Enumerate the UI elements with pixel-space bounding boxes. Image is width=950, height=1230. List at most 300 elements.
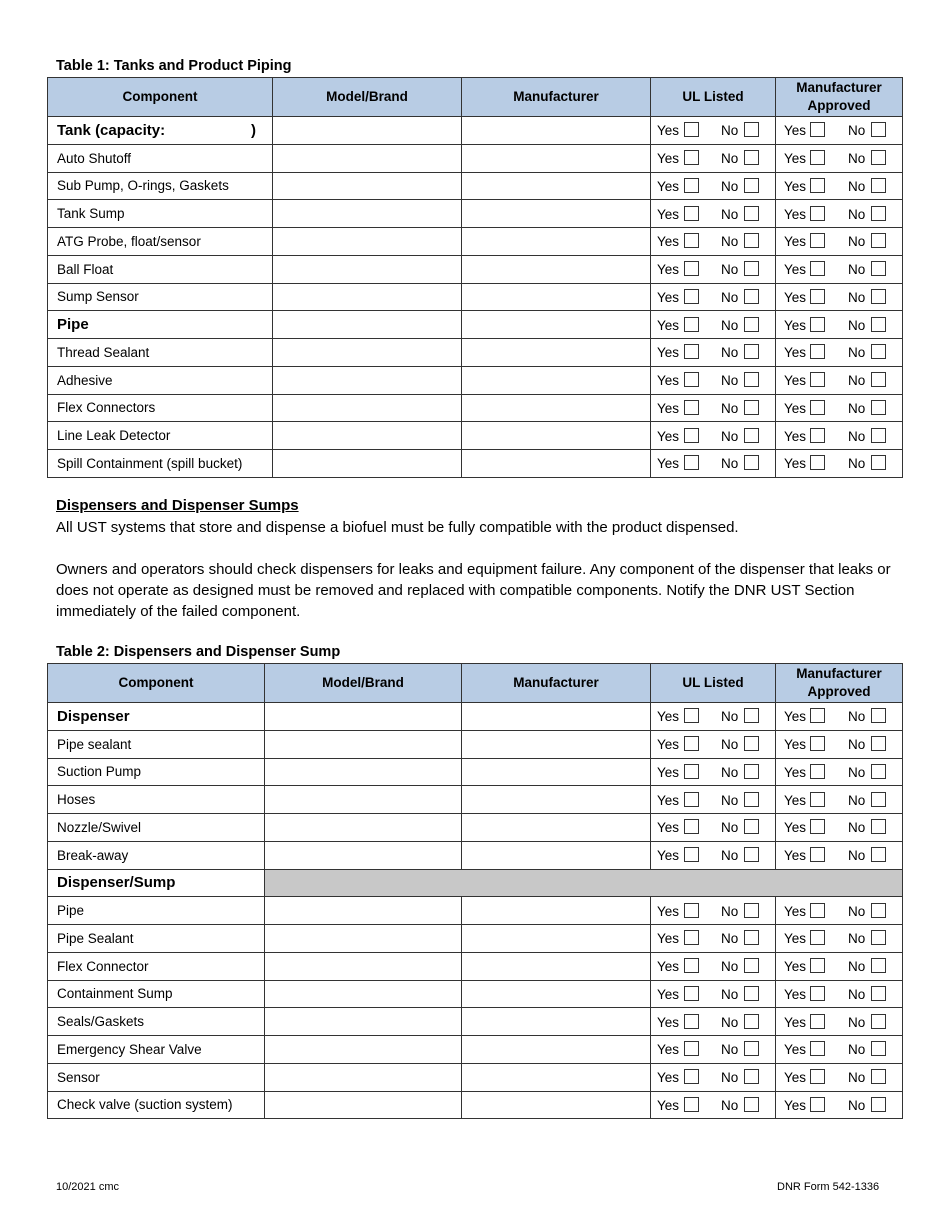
- no-label: No: [721, 792, 739, 808]
- manufacturer-approved-yes-no: [776, 423, 902, 449]
- manufacturer-input[interactable]: [462, 117, 651, 145]
- component-label: Check valve (suction system): [57, 1097, 233, 1113]
- model-brand-input[interactable]: [273, 366, 462, 394]
- ul-listed-cell: [651, 255, 776, 283]
- manufacturer-approved-no-checkbox[interactable]: [871, 1041, 886, 1056]
- manufacturer-approved-yes-checkbox[interactable]: [810, 958, 825, 973]
- manufacturer-approved-cell: [776, 703, 903, 731]
- footer-date: 10/2021 cmc: [56, 1181, 119, 1193]
- manufacturer-approved-no-checkbox[interactable]: [871, 986, 886, 1001]
- manufacturer-input[interactable]: [462, 786, 651, 814]
- ul-listed-yes-no: [651, 1064, 775, 1090]
- ul-listed-no-checkbox[interactable]: [744, 986, 759, 1001]
- manufacturer-approved-cell: [776, 952, 903, 980]
- header-model-brand: Model/Brand: [265, 664, 462, 703]
- ul-listed-yes-checkbox[interactable]: [684, 261, 699, 276]
- footer-form-number: DNR Form 542-1336: [777, 1181, 880, 1193]
- ul-listed-yes-checkbox[interactable]: [684, 150, 699, 165]
- manufacturer-approved-yes-no: [776, 925, 902, 951]
- ul-listed-yes-no: [651, 731, 775, 757]
- yes-label: Yes: [784, 1042, 807, 1058]
- table-row: [48, 200, 903, 228]
- model-brand-input[interactable]: [265, 814, 462, 842]
- ul-listed-yes-no: [651, 367, 775, 393]
- manufacturer-approved-cell: [776, 1008, 903, 1036]
- ul-listed-no-checkbox[interactable]: [744, 400, 759, 415]
- component-line-leak-detector: [48, 422, 273, 450]
- model-brand-input[interactable]: [265, 980, 462, 1008]
- manufacturer-approved-no-checkbox[interactable]: [871, 455, 886, 470]
- manufacturer-input[interactable]: [462, 311, 651, 339]
- no-label: No: [848, 737, 866, 753]
- no-label: No: [848, 931, 866, 947]
- manufacturer-approved-yes-checkbox[interactable]: [810, 372, 825, 387]
- manufacturer-input[interactable]: [462, 255, 651, 283]
- ul-listed-no-checkbox[interactable]: [744, 1069, 759, 1084]
- ul-listed-no-checkbox[interactable]: [744, 903, 759, 918]
- no-label: No: [848, 820, 866, 836]
- table-row: [48, 841, 903, 869]
- ul-listed-yes-no: [651, 1009, 775, 1035]
- manufacturer-approved-yes-checkbox[interactable]: [810, 708, 825, 723]
- component-spill-containment-spill-bucket: [48, 450, 273, 478]
- yes-label: Yes: [657, 764, 680, 780]
- table-row: [48, 339, 903, 367]
- no-label: No: [848, 709, 866, 725]
- ul-listed-yes-no: [651, 395, 775, 421]
- ul-listed-cell: [651, 200, 776, 228]
- manufacturer-approved-yes-no: [776, 759, 902, 785]
- ul-listed-yes-no: [651, 981, 775, 1007]
- manufacturer-input[interactable]: [462, 283, 651, 311]
- ul-listed-yes-checkbox[interactable]: [684, 317, 699, 332]
- manufacturer-approved-yes-no: [776, 1009, 902, 1035]
- manufacturer-approved-no-checkbox[interactable]: [871, 1014, 886, 1029]
- ul-listed-cell: [651, 814, 776, 842]
- ul-listed-yes-checkbox[interactable]: [684, 206, 699, 221]
- manufacturer-input[interactable]: [462, 841, 651, 869]
- ul-listed-yes-no: [651, 423, 775, 449]
- yes-label: Yes: [784, 959, 807, 975]
- model-brand-input[interactable]: [273, 311, 462, 339]
- manufacturer-input[interactable]: [462, 144, 651, 172]
- ul-listed-no-checkbox[interactable]: [744, 455, 759, 470]
- table-row: [48, 786, 903, 814]
- yes-label: Yes: [657, 820, 680, 836]
- ul-listed-no-checkbox[interactable]: [744, 1014, 759, 1029]
- manufacturer-approved-yes-checkbox[interactable]: [810, 455, 825, 470]
- manufacturer-input[interactable]: [462, 450, 651, 478]
- ul-listed-yes-checkbox[interactable]: [684, 1069, 699, 1084]
- ul-listed-yes-no: [651, 117, 775, 143]
- ul-listed-no-checkbox[interactable]: [744, 289, 759, 304]
- ul-listed-yes-checkbox[interactable]: [684, 122, 699, 137]
- model-brand-input[interactable]: [273, 422, 462, 450]
- manufacturer-approved-yes-checkbox[interactable]: [810, 819, 825, 834]
- manufacturer-approved-no-checkbox[interactable]: [871, 819, 886, 834]
- yes-label: Yes: [657, 1014, 680, 1030]
- manufacturer-input[interactable]: [462, 980, 651, 1008]
- manufacturer-approved-yes-checkbox[interactable]: [810, 428, 825, 443]
- manufacturer-input[interactable]: [462, 952, 651, 980]
- manufacturer-approved-no-checkbox[interactable]: [871, 958, 886, 973]
- manufacturer-approved-no-checkbox[interactable]: [871, 930, 886, 945]
- ul-listed-yes-checkbox[interactable]: [684, 819, 699, 834]
- ul-listed-yes-no: [651, 450, 775, 476]
- ul-listed-yes-checkbox[interactable]: [684, 455, 699, 470]
- model-brand-input[interactable]: [273, 172, 462, 200]
- ul-listed-no-checkbox[interactable]: [744, 428, 759, 443]
- manufacturer-approved-cell: [776, 897, 903, 925]
- component-dispenser-sump: [48, 869, 265, 897]
- ul-listed-yes-checkbox[interactable]: [684, 903, 699, 918]
- ul-listed-yes-checkbox[interactable]: [684, 847, 699, 862]
- component-label: Flex Connectors: [57, 400, 156, 416]
- manufacturer-input[interactable]: [462, 925, 651, 953]
- component-label: Tank Sump: [57, 206, 125, 222]
- ul-listed-yes-checkbox[interactable]: [684, 400, 699, 415]
- no-label: No: [721, 400, 739, 416]
- ul-listed-yes-no: [651, 1092, 775, 1118]
- no-label: No: [848, 456, 866, 472]
- manufacturer-approved-yes-checkbox[interactable]: [810, 847, 825, 862]
- ul-listed-no-checkbox[interactable]: [744, 150, 759, 165]
- component-label: Pipe sealant: [57, 736, 132, 752]
- manufacturer-approved-yes-checkbox[interactable]: [810, 400, 825, 415]
- manufacturer-approved-yes-no: [776, 981, 902, 1007]
- component-label: Sub Pump, O-rings, Gaskets: [57, 178, 229, 194]
- model-brand-input[interactable]: [265, 952, 462, 980]
- manufacturer-approved-cell: [776, 730, 903, 758]
- model-brand-input[interactable]: [273, 200, 462, 228]
- manufacturer-approved-cell: [776, 394, 903, 422]
- component-label: ATG Probe, float/sensor: [57, 233, 201, 249]
- manufacturer-input[interactable]: [462, 422, 651, 450]
- no-label: No: [848, 1014, 866, 1030]
- yes-label: Yes: [784, 178, 807, 194]
- component-label: Sump Sensor: [57, 289, 139, 305]
- table2-title: Table 2: Dispensers and Dispenser Sump: [56, 644, 341, 660]
- manufacturer-input[interactable]: [462, 730, 651, 758]
- ul-listed-no-checkbox[interactable]: [744, 736, 759, 751]
- component-label: Line Leak Detector: [57, 428, 171, 444]
- ul-listed-no-checkbox[interactable]: [744, 1097, 759, 1112]
- yes-label: Yes: [784, 737, 807, 753]
- manufacturer-input[interactable]: [462, 339, 651, 367]
- yes-label: Yes: [784, 709, 807, 725]
- ul-listed-no-checkbox[interactable]: [744, 847, 759, 862]
- ul-listed-yes-checkbox[interactable]: [684, 344, 699, 359]
- manufacturer-approved-no-checkbox[interactable]: [871, 122, 886, 137]
- manufacturer-approved-no-checkbox[interactable]: [871, 428, 886, 443]
- manufacturer-approved-yes-checkbox[interactable]: [810, 986, 825, 1001]
- yes-label: Yes: [657, 206, 680, 222]
- model-brand-input[interactable]: [265, 897, 462, 925]
- manufacturer-input[interactable]: [462, 394, 651, 422]
- ul-listed-yes-checkbox[interactable]: [684, 1097, 699, 1112]
- table-row: [48, 255, 903, 283]
- manufacturer-input[interactable]: [462, 758, 651, 786]
- no-label: No: [721, 709, 739, 725]
- component-sensor: [48, 1063, 265, 1091]
- yes-label: Yes: [657, 959, 680, 975]
- model-brand-input[interactable]: [265, 703, 462, 731]
- model-brand-input[interactable]: [265, 925, 462, 953]
- component-flex-connector: [48, 952, 265, 980]
- ul-listed-no-checkbox[interactable]: [744, 372, 759, 387]
- no-label: No: [848, 151, 866, 167]
- ul-listed-yes-no: [651, 898, 775, 924]
- table-row: [48, 172, 903, 200]
- ul-listed-yes-no: [651, 284, 775, 310]
- table-header-row: [48, 664, 903, 703]
- manufacturer-approved-yes-checkbox[interactable]: [810, 1041, 825, 1056]
- ul-listed-yes-checkbox[interactable]: [684, 233, 699, 248]
- table-row: [48, 814, 903, 842]
- ul-listed-no-checkbox[interactable]: [744, 206, 759, 221]
- ul-listed-yes-no: [651, 173, 775, 199]
- manufacturer-approved-yes-no: [776, 1092, 902, 1118]
- model-brand-input[interactable]: [273, 117, 462, 145]
- component-label: Dispenser: [57, 707, 130, 725]
- no-label: No: [721, 262, 739, 278]
- model-brand-input[interactable]: [273, 283, 462, 311]
- manufacturer-approved-yes-checkbox[interactable]: [810, 122, 825, 137]
- manufacturer-approved-yes-checkbox[interactable]: [810, 1097, 825, 1112]
- ul-listed-no-checkbox[interactable]: [744, 122, 759, 137]
- model-brand-input[interactable]: [273, 255, 462, 283]
- manufacturer-approved-no-checkbox[interactable]: [871, 708, 886, 723]
- component-break-away: [48, 841, 265, 869]
- manufacturer-approved-yes-no: [776, 814, 902, 840]
- model-brand-input[interactable]: [273, 339, 462, 367]
- ul-listed-no-checkbox[interactable]: [744, 930, 759, 945]
- component-label: Break-away: [57, 847, 129, 863]
- capacity-close-paren: ): [251, 122, 256, 139]
- ul-listed-cell: [651, 394, 776, 422]
- manufacturer-approved-yes-checkbox[interactable]: [810, 903, 825, 918]
- model-brand-input[interactable]: [265, 1036, 462, 1064]
- ul-listed-no-checkbox[interactable]: [744, 1041, 759, 1056]
- yes-label: Yes: [657, 151, 680, 167]
- manufacturer-input[interactable]: [462, 897, 651, 925]
- no-label: No: [848, 428, 866, 444]
- ul-listed-no-checkbox[interactable]: [744, 792, 759, 807]
- no-label: No: [848, 848, 866, 864]
- header-manufacturer: Manufacturer: [462, 78, 651, 117]
- component-adhesive: [48, 366, 273, 394]
- ul-listed-yes-checkbox[interactable]: [684, 764, 699, 779]
- model-brand-input[interactable]: [265, 786, 462, 814]
- ul-listed-no-checkbox[interactable]: [744, 708, 759, 723]
- ul-listed-no-checkbox[interactable]: [744, 178, 759, 193]
- ul-listed-cell: [651, 786, 776, 814]
- ul-listed-cell: [651, 1063, 776, 1091]
- ul-listed-no-checkbox[interactable]: [744, 344, 759, 359]
- no-label: No: [721, 456, 739, 472]
- manufacturer-approved-no-checkbox[interactable]: [871, 847, 886, 862]
- ul-listed-no-checkbox[interactable]: [744, 819, 759, 834]
- manufacturer-approved-yes-checkbox[interactable]: [810, 764, 825, 779]
- manufacturer-approved-yes-checkbox[interactable]: [810, 206, 825, 221]
- manufacturer-approved-no-checkbox[interactable]: [871, 764, 886, 779]
- yes-label: Yes: [784, 206, 807, 222]
- manufacturer-input[interactable]: [462, 1063, 651, 1091]
- manufacturer-approved-cell: [776, 450, 903, 478]
- ul-listed-yes-checkbox[interactable]: [684, 930, 699, 945]
- manufacturer-approved-yes-checkbox[interactable]: [810, 1069, 825, 1084]
- manufacturer-approved-yes-checkbox[interactable]: [810, 344, 825, 359]
- table-row: [48, 144, 903, 172]
- model-brand-input[interactable]: [265, 730, 462, 758]
- manufacturer-approved-no-checkbox[interactable]: [871, 178, 886, 193]
- manufacturer-input[interactable]: [462, 1091, 651, 1119]
- component-label: Sensor: [57, 1069, 100, 1085]
- component-auto-shutoff: [48, 144, 273, 172]
- model-brand-input[interactable]: [273, 144, 462, 172]
- manufacturer-input[interactable]: [462, 814, 651, 842]
- ul-listed-yes-checkbox[interactable]: [684, 736, 699, 751]
- yes-label: Yes: [657, 1070, 680, 1086]
- manufacturer-approved-yes-checkbox[interactable]: [810, 736, 825, 751]
- model-brand-input[interactable]: [273, 450, 462, 478]
- manufacturer-input[interactable]: [462, 1036, 651, 1064]
- ul-listed-no-checkbox[interactable]: [744, 958, 759, 973]
- no-label: No: [721, 986, 739, 1002]
- manufacturer-input[interactable]: [462, 366, 651, 394]
- yes-label: Yes: [657, 400, 680, 416]
- header-component: Component: [48, 78, 273, 117]
- ul-listed-yes-checkbox[interactable]: [684, 792, 699, 807]
- ul-listed-cell: [651, 144, 776, 172]
- no-label: No: [721, 820, 739, 836]
- component-label: Nozzle/Swivel: [57, 819, 142, 835]
- manufacturer-input[interactable]: [462, 172, 651, 200]
- model-brand-input[interactable]: [273, 394, 462, 422]
- manufacturer-approved-no-checkbox[interactable]: [871, 903, 886, 918]
- ul-listed-yes-checkbox[interactable]: [684, 1014, 699, 1029]
- manufacturer-approved-yes-no: [776, 284, 902, 310]
- yes-label: Yes: [657, 986, 680, 1002]
- yes-label: Yes: [784, 317, 807, 333]
- manufacturer-approved-yes-checkbox[interactable]: [810, 150, 825, 165]
- ul-listed-yes-no: [651, 925, 775, 951]
- manufacturer-approved-yes-no: [776, 173, 902, 199]
- yes-label: Yes: [784, 400, 807, 416]
- no-label: No: [848, 400, 866, 416]
- manufacturer-approved-no-checkbox[interactable]: [871, 206, 886, 221]
- ul-listed-yes-checkbox[interactable]: [684, 708, 699, 723]
- manufacturer-approved-yes-checkbox[interactable]: [810, 289, 825, 304]
- ul-listed-yes-checkbox[interactable]: [684, 958, 699, 973]
- manufacturer-approved-no-checkbox[interactable]: [871, 289, 886, 304]
- ul-listed-yes-checkbox[interactable]: [684, 1041, 699, 1056]
- manufacturer-input[interactable]: [462, 703, 651, 731]
- model-brand-input[interactable]: [265, 1008, 462, 1036]
- component-label: Thread Sealant: [57, 344, 150, 360]
- table-row: [48, 422, 903, 450]
- no-label: No: [848, 206, 866, 222]
- no-label: No: [721, 317, 739, 333]
- ul-listed-yes-checkbox[interactable]: [684, 986, 699, 1001]
- ul-listed-no-checkbox[interactable]: [744, 317, 759, 332]
- manufacturer-approved-yes-checkbox[interactable]: [810, 930, 825, 945]
- manufacturer-approved-no-checkbox[interactable]: [871, 150, 886, 165]
- no-label: No: [721, 206, 739, 222]
- no-label: No: [721, 737, 739, 753]
- manufacturer-approved-yes-no: [776, 1064, 902, 1090]
- manufacturer-approved-no-checkbox[interactable]: [871, 372, 886, 387]
- yes-label: Yes: [784, 234, 807, 250]
- ul-listed-cell: [651, 117, 776, 145]
- ul-listed-yes-no: [651, 312, 775, 338]
- model-brand-input[interactable]: [273, 228, 462, 256]
- model-brand-input[interactable]: [265, 758, 462, 786]
- manufacturer-approved-no-checkbox[interactable]: [871, 233, 886, 248]
- ul-listed-cell: [651, 1008, 776, 1036]
- ul-listed-yes-checkbox[interactable]: [684, 428, 699, 443]
- ul-listed-yes-checkbox[interactable]: [684, 178, 699, 193]
- no-label: No: [721, 428, 739, 444]
- component-label: Auto Shutoff: [57, 150, 132, 166]
- table-row: [48, 758, 903, 786]
- ul-listed-no-checkbox[interactable]: [744, 764, 759, 779]
- manufacturer-approved-yes-checkbox[interactable]: [810, 233, 825, 248]
- manufacturer-approved-yes-checkbox[interactable]: [810, 261, 825, 276]
- no-label: No: [848, 1070, 866, 1086]
- manufacturer-approved-cell: [776, 200, 903, 228]
- ul-listed-yes-checkbox[interactable]: [684, 289, 699, 304]
- ul-listed-yes-no: [651, 842, 775, 868]
- table-row: [48, 703, 903, 731]
- manufacturer-approved-no-checkbox[interactable]: [871, 736, 886, 751]
- ul-listed-yes-no: [651, 201, 775, 227]
- manufacturer-approved-no-checkbox[interactable]: [871, 792, 886, 807]
- component-atg-probe-float-sensor: [48, 228, 273, 256]
- component-sump-sensor: [48, 283, 273, 311]
- model-brand-input[interactable]: [265, 841, 462, 869]
- manufacturer-approved-yes-checkbox[interactable]: [810, 317, 825, 332]
- manufacturer-input[interactable]: [462, 228, 651, 256]
- manufacturer-approved-yes-no: [776, 256, 902, 282]
- yes-label: Yes: [784, 903, 807, 919]
- manufacturer-approved-yes-no: [776, 339, 902, 365]
- manufacturer-approved-no-checkbox[interactable]: [871, 1097, 886, 1112]
- tanks-piping-table: [47, 77, 903, 478]
- yes-label: Yes: [784, 262, 807, 278]
- manufacturer-approved-no-checkbox[interactable]: [871, 317, 886, 332]
- model-brand-input[interactable]: [265, 1091, 462, 1119]
- manufacturer-approved-yes-checkbox[interactable]: [810, 1014, 825, 1029]
- model-brand-input[interactable]: [265, 1063, 462, 1091]
- manufacturer-approved-no-checkbox[interactable]: [871, 400, 886, 415]
- table-row: [48, 1091, 903, 1119]
- manufacturer-approved-no-checkbox[interactable]: [871, 344, 886, 359]
- manufacturer-input[interactable]: [462, 200, 651, 228]
- ul-listed-no-checkbox[interactable]: [744, 233, 759, 248]
- yes-label: Yes: [784, 1097, 807, 1113]
- manufacturer-approved-yes-checkbox[interactable]: [810, 178, 825, 193]
- ul-listed-no-checkbox[interactable]: [744, 261, 759, 276]
- manufacturer-approved-no-checkbox[interactable]: [871, 1069, 886, 1084]
- manufacturer-approved-yes-checkbox[interactable]: [810, 792, 825, 807]
- ul-listed-cell: [651, 283, 776, 311]
- manufacturer-input[interactable]: [462, 1008, 651, 1036]
- manufacturer-approved-no-checkbox[interactable]: [871, 261, 886, 276]
- yes-label: Yes: [657, 428, 680, 444]
- ul-listed-yes-checkbox[interactable]: [684, 372, 699, 387]
- ul-listed-cell: [651, 841, 776, 869]
